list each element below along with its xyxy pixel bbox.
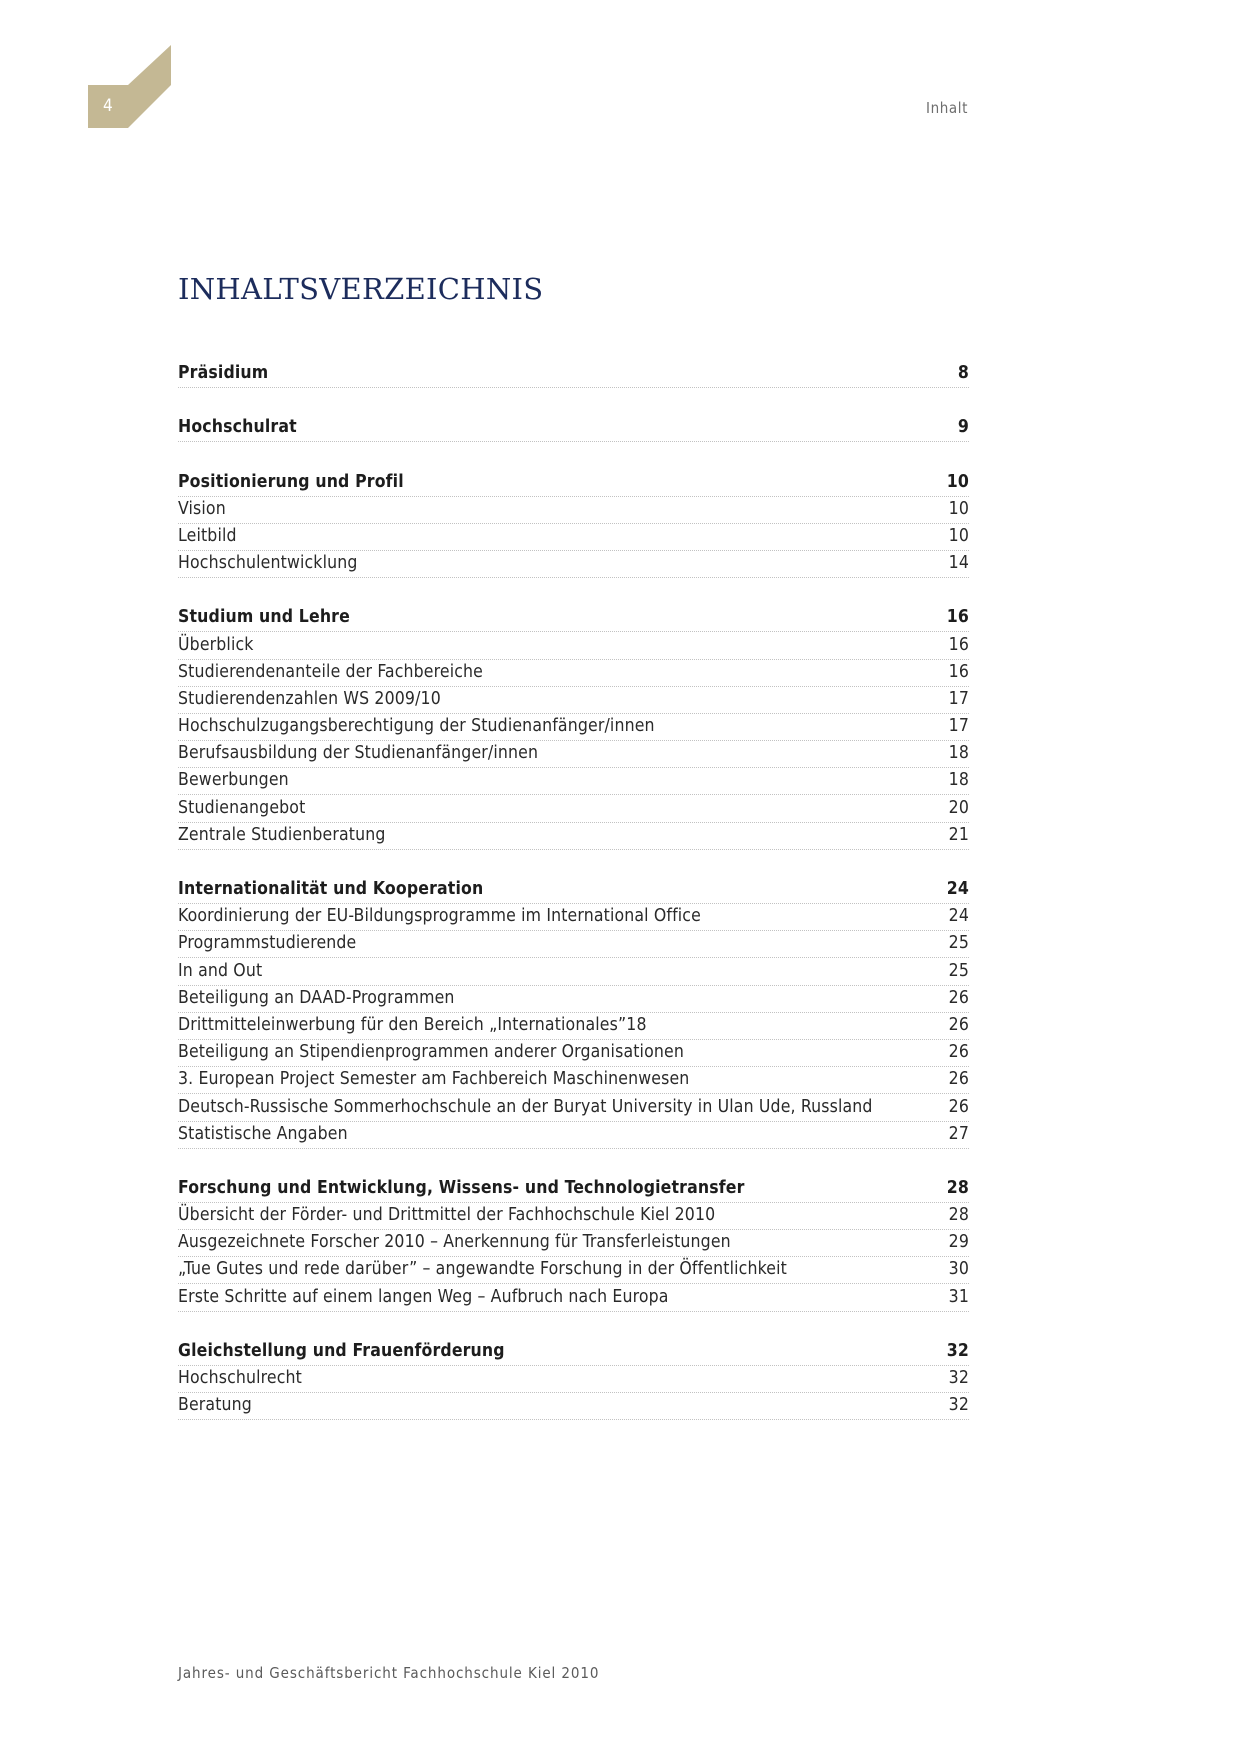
toc-entry-page: 9 (957, 417, 969, 438)
toc-entry[interactable] (178, 660, 969, 687)
toc-entry-title: Studierendenanteile der Fachbereiche (178, 661, 484, 682)
toc-entry-page: 16 (948, 661, 969, 682)
toc-entry-page: 32 (948, 1395, 969, 1416)
toc-entry[interactable] (178, 1122, 969, 1149)
toc-entry-page: 32 (948, 1368, 969, 1388)
toc-entry-page: 26 (948, 1042, 969, 1063)
toc-section-heading[interactable] (178, 605, 969, 632)
toc-entry-page: 28 (948, 1205, 969, 1226)
toc-entry-page: 10 (946, 471, 969, 492)
toc-entry[interactable] (178, 687, 969, 714)
toc-entry-title: Hochschulrat (178, 417, 297, 438)
toc-entry-title: Studium und Lehre (178, 607, 350, 628)
toc-entry-title: Leitbild (178, 525, 237, 546)
toc-entry-page: 26 (948, 1069, 969, 1090)
page-number: 4 (103, 96, 114, 116)
toc-entry-title: Überblick (178, 634, 254, 655)
toc-section (178, 877, 969, 1149)
toc-entry-title: Gleichstellung und Frauenförderung (178, 1340, 505, 1361)
toc-entry[interactable] (178, 1257, 969, 1284)
toc-entry-title: Koordinierung der EU-Bildungsprogramme im International Office (178, 906, 701, 927)
toc-entry-title: Studienangebot (178, 797, 306, 818)
toc-section (178, 605, 969, 850)
toc-entry-page: 18 (948, 743, 969, 764)
toc-entry-page: 25 (948, 960, 969, 981)
toc-section-heading[interactable] (178, 415, 969, 442)
toc-entry-title: Bewerbungen (178, 770, 289, 791)
toc-entry-title: Hochschulentwicklung (178, 553, 358, 574)
toc-entry-page: 24 (948, 906, 969, 927)
toc-entry-page: 10 (948, 525, 969, 546)
toc-entry-page: 26 (948, 1014, 969, 1035)
toc-entry-title: Internationalität und Kooperation (178, 879, 484, 899)
toc-entry[interactable] (178, 524, 969, 551)
toc-section (178, 415, 969, 442)
toc-entry-page: 20 (948, 797, 969, 818)
toc-entry[interactable] (178, 1040, 969, 1067)
toc-section-heading[interactable] (178, 361, 969, 388)
toc-entry-title: Zentrale Studienberatung (178, 824, 386, 845)
toc-entry[interactable] (178, 986, 969, 1013)
toc-entry-page: 32 (946, 1340, 969, 1361)
toc-entry-page: 14 (948, 553, 969, 574)
toc-entry[interactable] (178, 1067, 969, 1094)
toc-entry-title: Programmstudierende (178, 933, 357, 954)
toc-entry[interactable] (178, 714, 969, 741)
toc-entry-page: 17 (948, 716, 969, 737)
toc-entry[interactable] (178, 497, 969, 524)
toc-entry[interactable] (178, 632, 969, 659)
footer-text: Jahres- und Geschäftsbericht Fachhochschule Kiel 2010 (178, 1664, 600, 1682)
toc-entry-title: Ausgezeichnete Forscher 2010 – Anerkennung für Transferleistungen (178, 1232, 731, 1253)
toc-section-heading[interactable] (178, 877, 969, 904)
toc-entry-title: Beteiligung an DAAD-Programmen (178, 987, 455, 1008)
toc-entry-title: „Tue Gutes und rede darüber” – angewandte Forschung in der Öffentlichkeit (178, 1259, 787, 1280)
toc-entry[interactable] (178, 551, 969, 578)
toc-entry-title: In and Out (178, 960, 263, 981)
toc-section-heading[interactable] (178, 1339, 969, 1366)
toc-entry[interactable] (178, 1094, 969, 1121)
corner-tab (88, 45, 174, 128)
toc-entry-title: Beratung (178, 1395, 252, 1416)
toc-entry-page: 27 (948, 1123, 969, 1144)
toc-entry[interactable] (178, 823, 969, 850)
toc-entry[interactable] (178, 1393, 969, 1420)
toc-entry-page: 29 (948, 1232, 969, 1253)
toc-entry[interactable] (178, 1366, 969, 1393)
toc-entry-page: 24 (946, 879, 969, 899)
toc-entry[interactable] (178, 1203, 969, 1230)
toc-entry-title: Berufsausbildung der Studienanfänger/innen (178, 743, 539, 764)
toc-entry-title: Übersicht der Förder- und Drittmittel der Fachhochschule Kiel 2010 (178, 1205, 716, 1226)
toc-entry[interactable] (178, 741, 969, 768)
toc-entry-page: 28 (946, 1177, 969, 1198)
toc-entry-page: 8 (957, 363, 969, 384)
toc-entry-title: Hochschulrecht (178, 1368, 302, 1388)
toc-entry-title: Präsidium (178, 363, 269, 384)
toc-entry[interactable] (178, 1230, 969, 1257)
toc-entry-page: 16 (948, 634, 969, 655)
toc-section (178, 361, 969, 388)
toc-entry[interactable] (178, 931, 969, 958)
toc-entry-page: 30 (948, 1259, 969, 1280)
toc-entry-page: 18 (948, 770, 969, 791)
toc-entry[interactable] (178, 768, 969, 795)
table-of-contents (178, 361, 969, 1447)
toc-section (178, 1176, 969, 1312)
toc-entry-page: 10 (948, 498, 969, 519)
toc-entry-page: 26 (948, 1096, 969, 1117)
section-label: Inhalt (926, 99, 968, 117)
toc-entry[interactable] (178, 904, 969, 931)
toc-section-heading[interactable] (178, 469, 969, 496)
toc-entry-title: Vision (178, 498, 226, 519)
toc-entry[interactable] (178, 1013, 969, 1040)
toc-section (178, 1339, 969, 1421)
toc-entry-page: 21 (948, 824, 969, 845)
toc-entry-title: Forschung und Entwicklung, Wissens- und Technologietransfer (178, 1177, 745, 1198)
toc-entry-page: 25 (948, 933, 969, 954)
toc-entry-page: 26 (948, 987, 969, 1008)
toc-entry-title: 3. European Project Semester am Fachbereich Maschinenwesen (178, 1069, 690, 1090)
toc-entry-page: 17 (948, 688, 969, 709)
toc-entry-title: Studierendenzahlen WS 2009/10 (178, 688, 441, 709)
toc-section-heading[interactable] (178, 1176, 969, 1203)
toc-entry-page: 16 (946, 607, 969, 628)
toc-entry-title: Drittmitteleinwerbung für den Bereich „Internationales”18 (178, 1014, 647, 1035)
toc-entry-title: Deutsch-Russische Sommerhochschule an der Buryat University in Ulan Ude, Russland (178, 1096, 873, 1117)
toc-entry[interactable] (178, 795, 969, 822)
toc-entry-title: Erste Schritte auf einem langen Weg – Aufbruch nach Europa (178, 1286, 669, 1307)
toc-entry-title: Positionierung und Profil (178, 471, 404, 492)
toc-entry-title: Statistische Angaben (178, 1123, 348, 1144)
toc-entry[interactable] (178, 958, 969, 985)
page-title: INHALTSVERZEICHNIS (178, 272, 544, 306)
toc-entry-page: 31 (948, 1286, 969, 1307)
toc-entry-title: Hochschulzugangsberechtigung der Studienanfänger/innen (178, 716, 655, 737)
toc-entry-title: Beteiligung an Stipendienprogrammen anderer Organisationen (178, 1042, 684, 1063)
toc-section (178, 469, 969, 578)
toc-entry[interactable] (178, 1284, 969, 1311)
